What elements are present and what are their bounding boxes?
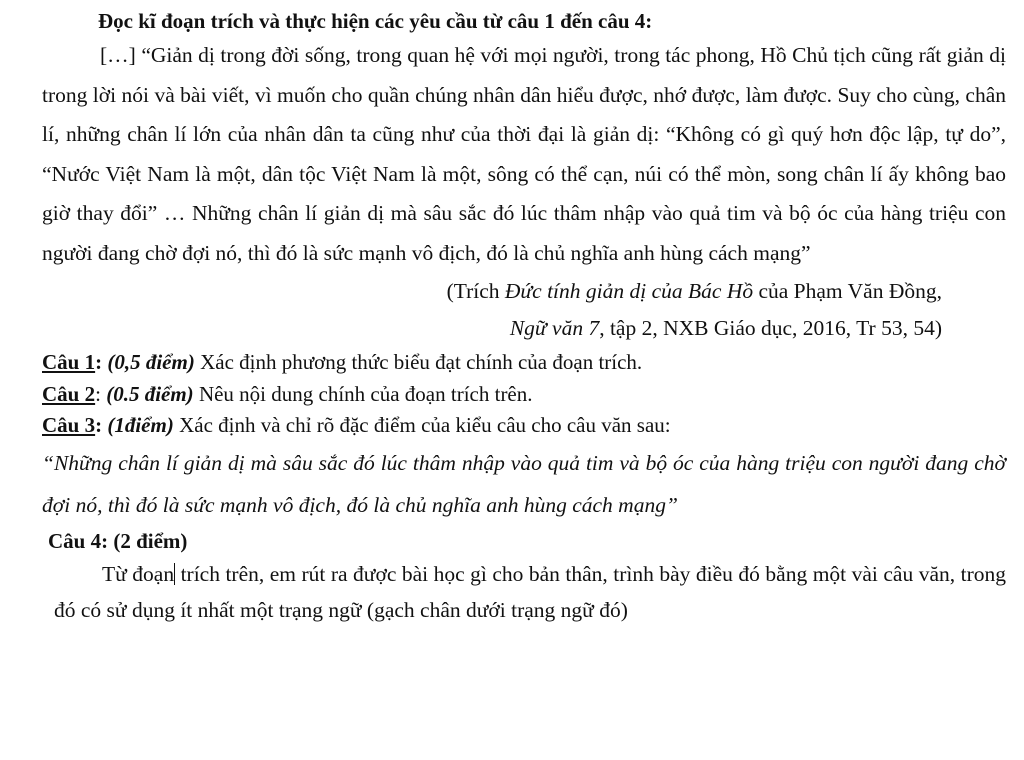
citation-line-2 bbox=[42, 310, 942, 347]
question-4-text[interactable] bbox=[54, 556, 1006, 628]
citation-prefix: (Trích bbox=[446, 279, 505, 303]
citation-book-title: Ngữ văn 7 bbox=[509, 316, 600, 340]
question-4-text-rest: trích trên, em rút ra được bài học gì cho bản thân, trình bày điều đó bằng một vài câu văn, trong đó có sử dụng ít nhất một trạng ngữ (gạch chân dưới trạng ngữ đó) bbox=[54, 561, 1006, 622]
citation-author: của Phạm Văn Đồng, bbox=[753, 279, 942, 303]
quoted-sentence: “Những chân lí giản dị mà sâu sắc đó lúc thâm nhập vào quả tim và bộ óc của hàng triệu con người đang chờ đợi nó, thì đó là sức mạnh vô địch, đó là chủ nghĩa anh hùng cách mạng” bbox=[42, 450, 1006, 517]
question-1-label: Câu 1 bbox=[42, 350, 96, 374]
instruction-heading: Đọc kĩ đoạn trích và thực hiện các yêu cầu từ câu 1 đến câu 4: bbox=[98, 9, 653, 33]
question-3-text: Xác định và chỉ rõ đặc điểm của kiểu câu cho câu văn sau: bbox=[173, 413, 671, 437]
question-2-label: Câu 2 bbox=[42, 381, 96, 406]
question-4-title: Câu 4: (2 điểm) bbox=[48, 528, 188, 553]
citation-details: , tập 2, NXB Giáo dục, 2016, Tr 53, 54) bbox=[599, 316, 942, 340]
question-2-text: Nêu nội dung chính của đoạn trích trên. bbox=[193, 381, 533, 406]
citation-work-title: Đức tính giản dị của Bác Hồ bbox=[504, 279, 754, 303]
source-citation bbox=[42, 273, 1006, 347]
excerpt-passage: […] “Giản dị trong đời sống, trong quan hệ với mọi người, trong tác phong, Hồ Chủ tịch cũng rất giản dị trong lời nói và bài viết, vì muốn cho quần chúng nhân dân hiểu được, nhớ được, làm được. Suy cho cùng, chân lí, những chân lí lớn của nhân dân ta cũng như của thời đại là giản dị: “Không có gì quý hơn độc lập, tự do”, “Nước Việt Nam là một, dân tộc Việt Nam là một, sông có thể cạn, núi có thể mòn, song chân lí ấy không bao giờ thay đổi” … Những chân lí giản dị mà sâu sắc đó lúc thâm nhập vào quả tim và bộ óc của hàng triệu con người đang chờ đợi nó, thì đó là sức mạnh vô địch, đó là chủ nghĩa anh hùng cách mạng” bbox=[42, 43, 1006, 265]
question-3-label: Câu 3 bbox=[42, 413, 96, 437]
question-2-points: (0.5 điểm) bbox=[106, 381, 194, 406]
question-1: Câu 1: (0,5 điểm) Xác định phương thức biểu đạt chính của đoạn trích. bbox=[42, 350, 643, 374]
question-2: Câu 2: (0.5 điểm) Nêu nội dung chính của đoạn trích trên. bbox=[42, 381, 533, 406]
question-4-text-start: Từ đoạn bbox=[102, 561, 175, 586]
question-3-points: (1điểm) bbox=[107, 413, 174, 437]
question-1-text: Xác định phương thức biểu đạt chính của đoạn trích. bbox=[194, 350, 643, 374]
citation-line-1 bbox=[42, 273, 942, 310]
question-3: Câu 3: (1điểm) Xác định và chỉ rõ đặc điểm của kiểu câu cho câu văn sau: bbox=[42, 413, 671, 437]
question-1-points: (0,5 điểm) bbox=[107, 350, 195, 374]
